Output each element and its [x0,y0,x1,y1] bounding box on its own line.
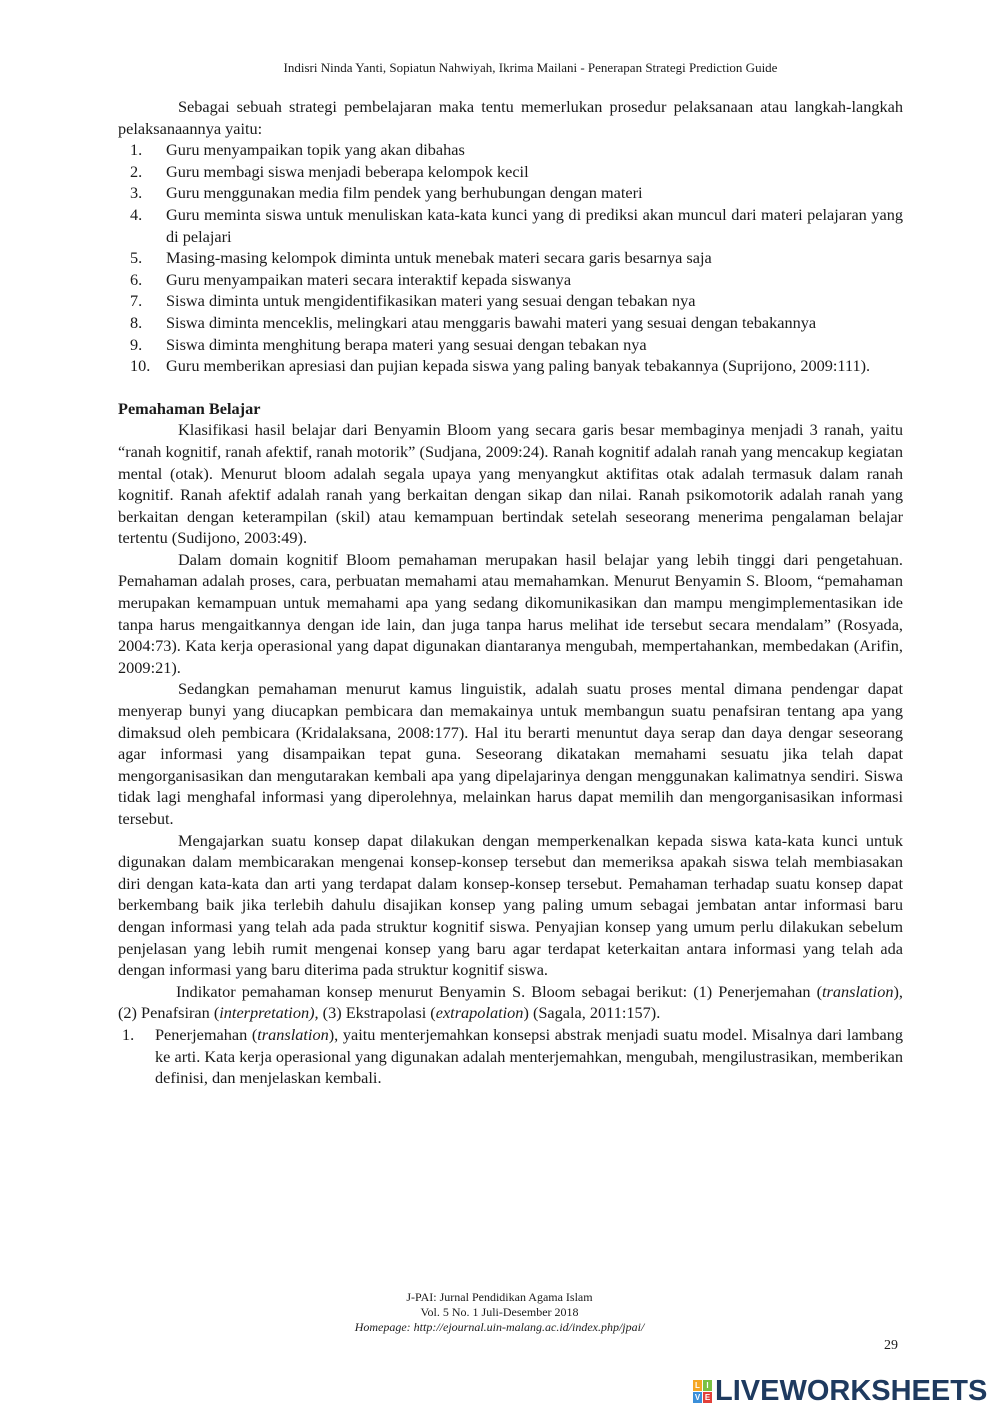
text-run: (3) Ekstrapolasi ( [318,1003,436,1023]
list-item [118,182,903,204]
logo-icon [693,1380,712,1403]
journal-volume: Vol. 5 No. 1 Juli-Desember 2018 [420,1305,579,1319]
logo-letter: L [693,1380,702,1391]
logo-letter: I [703,1380,712,1391]
list-item [118,355,903,377]
italic-term: translation [257,1024,329,1044]
list-number: 8. [130,312,143,332]
list-number: 2. [130,161,143,181]
list-text: Siswa diminta untuk mengidentifikasikan materi yang sesuai dengan tebakan nya [166,291,696,311]
list-item [118,139,903,161]
section-heading: Pemahaman Belajar [118,398,261,418]
list-number: 7. [130,291,143,311]
list-text: Guru membagi siswa menjadi beberapa kelompok kecil [166,161,529,181]
body-paragraph: Sedangkan pemahaman menurut kamus linguistik, adalah suatu proses mental dimana pendengar dapat menyerap bunyi yang diucapkan pembicara dan memakainya untuk membangun suatu penafsiran tentang apa yang dimaksud oleh pembicara (Kridalaksana, 2008:177). Hal itu berarti menuntut daya serap dan daya dengar seseorang agar informasi yang disampaikan tepat guna. Seseorang dikatakan memahami sesuatu jika telah dapat mengorganisasikan dan mengutarakan kembali apa yang dipelajarinya dengan menggunakan kalimatnya sendiri. Siswa tidak lagi menghafal informasi yang diperolehnya, melainkan harus dapat memilih dan mengorganisasikan informasi tersebut. [118,679,903,828]
list-text: Siswa diminta menceklis, melingkari atau menggaris bawahi materi yang sesuai dengan tebakannya [166,312,817,332]
logo-letter: V [694,1393,701,1402]
article-body [118,96,903,1089]
list-item [118,334,903,356]
list-text: Masing-masing kelompok diminta untuk menebak materi secara garis besarnya saja [166,248,712,268]
list-number: 4. [130,204,143,224]
running-header: Indisri Ninda Yanti, Sopiatun Nahwiyah, Ikrima Mailani - Penerapan Strategi Prediction Guide [283,60,778,75]
indicator-paragraph [118,981,903,1024]
list-number: 1. [122,1024,135,1044]
text-run: Indikator pemahaman konsep menurut Benyamin S. Bloom sebagai berikut: (1) Penerjemahan ( [176,981,823,1001]
list-item [118,269,903,291]
list-number: 1. [130,140,143,160]
list-number: 6. [130,269,143,289]
logo-letter: E [704,1393,711,1402]
logo-text: LIVEWORKSHEETS [715,1375,988,1407]
list-number: 5. [130,248,143,268]
journal-homepage: Homepage: http://ejournal.uin-malang.ac.id/index.php/jpai/ [354,1320,645,1334]
liveworksheets-logo [693,1375,987,1408]
italic-term: translation [822,981,894,1001]
page-number: 29 [884,1338,898,1353]
list-text: Guru meminta siswa untuk menuliskan kata-kata kunci yang di prediksi akan muncul dari materi pelajaran yang di pelajari [166,204,903,246]
journal-name: J-PAI: Jurnal Pendidikan Agama Islam [406,1290,593,1304]
list-text: Guru menggunakan media film pendek yang berhubungan dengan materi [166,183,643,203]
body-paragraph: Klasifikasi hasil belajar dari Benyamin Bloom yang secara garis besar membaginya menjadi 3 ranah, yaitu “ranah kognitif, ranah afektif, ranah motorik” (Sudjana, 2009:24). Ranah kognitif adalah ranah yang mencakup kegiatan mental (otak). Menurut bloom adalah segala upaya yang menyangkut aktifitas otak adalah termasuk dalam ranah kognitif. Ranah afektif adalah ranah yang berkaitan dengan sikap dan nilai. Ranah psikomotorik adalah ranah yang berkaitan dengan keterampilan (skil) atau kemampuan bertindak setelah seseorang menerima pengalaman belajar tertentu (Sudijono, 2003:49). [118,420,903,548]
italic-term: interpretation), [219,1003,319,1023]
intro-paragraph: Sebagai sebuah strategi pembelajaran maka tentu memerlukan prosedur pelaksanaan atau langkah-langkah pelaksanaannya yaitu: [118,97,903,138]
text-run: ) (Sagala, 2011:157). [523,1003,661,1023]
list-item [118,247,903,269]
journal-footer [0,1290,999,1335]
body-paragraph: Mengajarkan suatu konsep dapat dilakukan dengan memperkenalkan kepada siswa kata-kata kunci untuk digunakan dalam membicarakan mengenai konsep-konsep tersebut dan memeriksa apakah siswa telah membiasakan diri dengan kata-kata dan arti yang terdapat dalam konsep-konsep tersebut. Pemahaman terhadap suatu konsep dapat berkembang baik jika terlebih dahulu disajikan konsep yang paling umum sebagai jembatan antar informasi baru dengan informasi yang telah ada pada struktur kognitif siswa. Penyajian konsep yang umum perlu dilakukan sebelum penjelasan yang lebih rumit mengenai konsep yang baru agar terdapat keterkaitan antara informasi yang telah ada dengan informasi yang baru diterima pada struktur kognitif siswa. [118,830,903,980]
list-item [118,161,903,183]
italic-term: extrapolation [435,1003,524,1023]
list-text: Siswa diminta menghitung berapa materi yang sesuai dengan tebakan nya [166,334,647,354]
list-item [118,290,903,312]
text-run: ), yaitu menterjemahkan konsepsi abstrak menjadi suatu model. Misalnya dari lambang ke arti. Kata kerja operasional yang digunakan adalah menterjemahkan, mengubah, mengilustrasikan, memberikan definisi, dan menjelaskan kembali. [155,1024,903,1088]
list-item [118,312,903,334]
text-run: Penerjemahan ( [155,1024,258,1044]
list-text: Guru menyampaikan materi secara interaktif kepada siswanya [166,269,572,289]
list-text: Guru memberikan apresiasi dan pujian kepada siswa yang paling banyak tebakannya (Suprijono, 2009:111). [166,356,871,376]
list-number: 9. [130,334,143,354]
list-number: 3. [130,183,143,203]
list-item [118,1024,903,1089]
list-item [118,204,903,247]
list-text: Guru menyampaikan topik yang akan dibahas [166,140,465,160]
list-number: 10. [130,356,151,376]
steps-list [118,139,903,377]
indicator-list [118,1024,903,1089]
text-run: ), (2) Penafsiran ( [118,981,903,1023]
body-paragraph: Dalam domain kognitif Bloom pemahaman merupakan hasil belajar yang lebih tinggi dari pengetahuan. Pemahaman adalah proses, cara, perbuatan memahami atau memahamkan. Menurut Benyamin S. Bloom, “pemahaman merupakan kemampuan untuk memahami apa yang sedang dikomunikasikan dan mampu mengimplementasikan ide tanpa harus mengaitkannya dengan ide lain, dan juga tanpa harus melihat ide tersebut secara mendalam” (Rosyada, 2004:73). Kata kerja operasional yang dapat digunakan diantaranya mengubah, mempertahankan, membedakan (Arifin, 2009:21). [118,549,903,677]
